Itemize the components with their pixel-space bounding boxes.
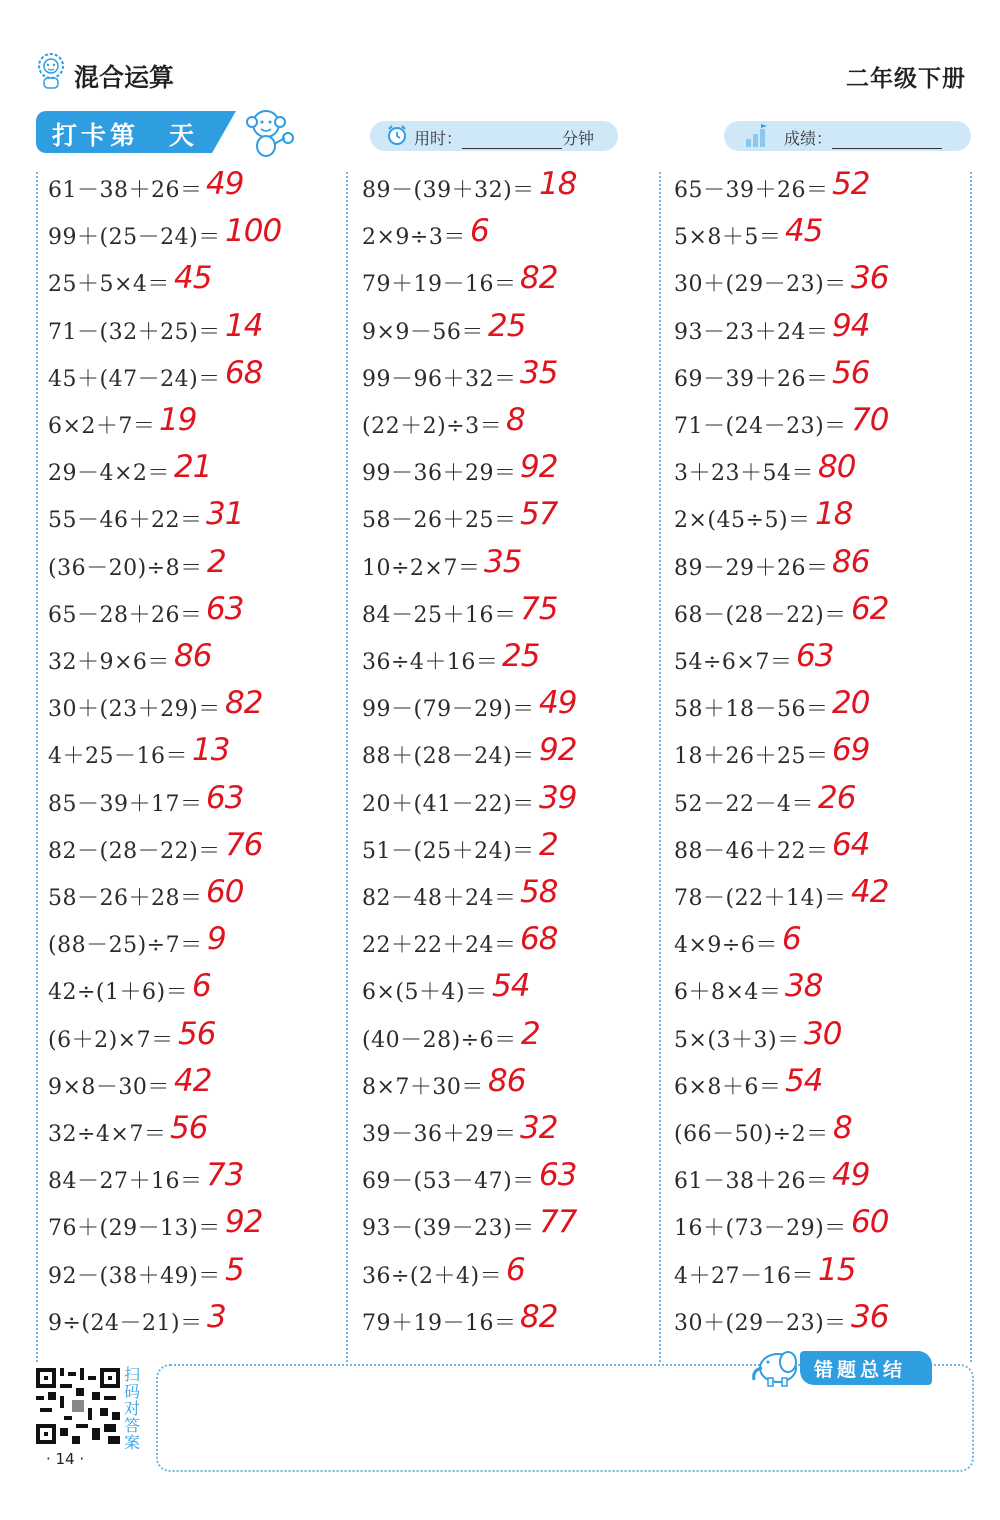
handwritten-answer: 82: [520, 260, 558, 297]
exercise-expression: 58－26＋28＝: [48, 886, 203, 911]
exercise-expression: 85－39＋17＝: [48, 791, 203, 817]
exercise-expression: (66－50)÷2＝: [674, 1122, 829, 1147]
exercise-expression: 22＋22＋24＝: [362, 933, 517, 959]
exercise-expression: 42÷(1＋6)＝: [48, 980, 189, 1006]
handwritten-answer: 73: [206, 1157, 244, 1194]
handwritten-answer: 62: [851, 590, 889, 627]
lion-mascot-icon: [34, 52, 68, 90]
score-label: 成绩：: [784, 129, 833, 148]
exercise-expression: 79＋19－16＝: [362, 1310, 517, 1336]
handwritten-answer: 76: [225, 826, 263, 863]
exercise-expression: 30＋(23＋29)＝: [48, 697, 221, 723]
exercise-expression: 36÷4＋16＝: [362, 650, 499, 675]
time-field[interactable]: [414, 126, 594, 149]
exercise-expression: 9÷(24－21)＝: [48, 1310, 203, 1336]
exercise-expression: 8×7＋30＝: [362, 1074, 484, 1100]
handwritten-answer: 100: [225, 213, 282, 250]
handwritten-answer: 92: [520, 449, 558, 486]
handwritten-answer: 86: [488, 1062, 526, 1099]
exercise-expression: 6×(5＋4)＝: [362, 980, 488, 1006]
exercise-expression: 32＋9×6＝: [48, 650, 170, 675]
exercise-expression: 32÷4×7＝: [48, 1122, 167, 1147]
exercise-expression: 45＋(47－24)＝: [48, 366, 221, 392]
exercise-expression: 5×8＋5＝: [674, 225, 782, 251]
handwritten-answer: 92: [225, 1204, 263, 1241]
exercise-expression: 2×9÷3＝: [362, 225, 466, 251]
handwritten-answer: 68: [225, 354, 263, 391]
handwritten-answer: 58: [520, 874, 558, 910]
exercise-expression: 65－28＋26＝: [48, 602, 203, 628]
monkey-mascot-icon: [238, 104, 298, 160]
clock-icon: [386, 124, 408, 146]
handwritten-answer: 49: [539, 685, 577, 722]
column-divider: [36, 172, 38, 1362]
exercise-expression: 58－26＋25＝: [362, 508, 517, 534]
handwritten-answer: 32: [520, 1110, 558, 1146]
handwritten-answer: 60: [206, 874, 244, 910]
exercise-expression: 5×(3＋3)＝: [674, 1027, 800, 1053]
exercise-expression: 78－(22＋14)＝: [674, 886, 847, 911]
exercise-expression: 92－(38＋49)＝: [48, 1263, 221, 1289]
handwritten-answer: 5: [225, 1251, 244, 1288]
grade-label: 二年级下册: [846, 66, 966, 92]
column-divider: [659, 172, 661, 1362]
exercise-expression: 39－36＋29＝: [362, 1122, 517, 1147]
handwritten-answer: 56: [832, 354, 870, 391]
score-field[interactable]: [784, 126, 942, 149]
handwritten-answer: 86: [832, 543, 870, 580]
handwritten-answer: 45: [174, 260, 212, 297]
handwritten-answer: 60: [851, 1204, 889, 1241]
exercise-expression: 71－(32＋25)＝: [48, 319, 221, 345]
handwritten-answer: 38: [785, 968, 823, 1005]
exercise-expression: 4＋25－16＝: [48, 744, 188, 770]
score-bars-icon: [744, 123, 770, 149]
exercise-expression: 4＋27－16＝: [674, 1263, 814, 1289]
column-divider: [346, 172, 348, 1362]
handwritten-answer: 45: [785, 213, 823, 250]
handwritten-answer: 82: [520, 1298, 558, 1335]
handwritten-answer: 25: [488, 307, 526, 344]
exercise-expression: 55－46＋22＝: [48, 508, 203, 534]
exercise-expression: (88－25)÷7＝: [48, 933, 203, 959]
handwritten-answer: 3: [207, 1298, 226, 1335]
exercise-expression: 20＋(41－22)＝: [362, 791, 535, 817]
summary-label: 错题总结: [814, 1359, 907, 1381]
handwritten-answer: 26: [818, 779, 856, 816]
handwritten-answer: 30: [804, 1015, 842, 1052]
exercise-expression: 71－(24－23)＝: [674, 414, 847, 439]
handwritten-answer: 49: [206, 166, 244, 202]
handwritten-answer: 56: [170, 1110, 208, 1146]
handwritten-answer: 63: [796, 638, 834, 674]
handwritten-answer: 31: [206, 496, 244, 533]
handwritten-answer: 2: [539, 826, 558, 863]
exercise-expression: 79＋19－16＝: [362, 272, 517, 298]
handwritten-answer: 6: [782, 921, 801, 958]
exercise-expression: 88＋(28－24)＝: [362, 744, 535, 770]
exercise-expression: (40－28)÷6＝: [362, 1027, 517, 1053]
handwritten-answer: 75: [520, 590, 558, 627]
exercise-expression: 76＋(29－13)＝: [48, 1216, 221, 1242]
exercise-expression: 6×8＋6＝: [674, 1074, 782, 1100]
exercise-expression: 69－39＋26＝: [674, 366, 829, 392]
checkin-label: [52, 116, 198, 152]
exercise-expression: 51－(25＋24)＝: [362, 838, 535, 864]
handwritten-answer: 56: [178, 1015, 216, 1052]
handwritten-answer: 25: [502, 638, 540, 674]
qr-code-icon[interactable]: [36, 1368, 120, 1444]
handwritten-answer: 8: [833, 1110, 852, 1146]
page-header: [0, 0, 1000, 110]
handwritten-answer: 86: [174, 638, 212, 674]
handwritten-answer: 42: [851, 874, 889, 910]
exercise-expression: 89－(39＋32)＝: [362, 178, 535, 203]
handwritten-answer: 13: [192, 732, 230, 769]
exercise-expression: 88－46＋22＝: [674, 838, 829, 864]
exercise-expression: 25＋5×4＝: [48, 272, 170, 298]
checkin-suffix: 天: [169, 121, 199, 150]
handwritten-answer: 63: [206, 590, 244, 627]
elephant-mascot-icon: [748, 1344, 804, 1388]
handwritten-answer: 63: [206, 779, 244, 816]
handwritten-answer: 6: [470, 213, 489, 250]
handwritten-answer: 54: [492, 968, 530, 1005]
exercise-expression: 99＋(25－24)＝: [48, 225, 221, 251]
exercise-expression: 54÷6×7＝: [674, 650, 793, 675]
scan-answer-text: 扫码对答案: [124, 1365, 141, 1452]
handwritten-answer: 69: [832, 732, 870, 769]
handwritten-answer: 14: [225, 307, 263, 344]
exercise-expression: 29－4×2＝: [48, 461, 170, 487]
exercise-expression: 84－27＋16＝: [48, 1169, 203, 1195]
exercise-expression: 9×8－30＝: [48, 1074, 170, 1100]
exercise-expression: 99－36＋29＝: [362, 461, 517, 487]
handwritten-answer: 94: [832, 307, 870, 344]
column-divider: [970, 172, 972, 1362]
exercise-expression: 18＋26＋25＝: [674, 744, 829, 770]
exercise-expression: 65－39＋26＝: [674, 178, 829, 203]
exercise-column-1: [48, 165, 338, 1360]
exercise-column-3: [674, 165, 964, 1360]
handwritten-answer: 52: [832, 166, 870, 202]
exercise-expression: 82－(28－22)＝: [48, 838, 221, 864]
exercise-expression: 10÷2×7＝: [362, 555, 481, 581]
exercise-expression: 61－38＋26＝: [674, 1169, 829, 1195]
book-title: 混合运算: [74, 63, 175, 92]
handwritten-answer: 18: [539, 166, 577, 202]
handwritten-answer: 39: [539, 779, 577, 816]
handwritten-answer: 21: [174, 449, 212, 486]
exercise-expression: 36÷(2＋4)＝: [362, 1263, 503, 1289]
handwritten-answer: 15: [818, 1251, 856, 1288]
exercise-expression: 6×2＋7＝: [48, 414, 156, 439]
checkin-prefix: 打卡第: [52, 121, 140, 150]
exercise-expression: 4×9÷6＝: [674, 933, 778, 959]
exercise-expression: 93－(39－23)＝: [362, 1216, 535, 1242]
exercise-column-2: [362, 165, 652, 1360]
handwritten-answer: 82: [225, 685, 263, 722]
exercise-expression: 2×(45÷5)＝: [674, 508, 811, 534]
handwritten-answer: 8: [506, 402, 525, 438]
exercise-expression: 58＋18－56＝: [674, 697, 829, 723]
time-unit: 分钟: [562, 129, 595, 148]
exercise-expression: 52－22－4＝: [674, 791, 814, 817]
handwritten-answer: 35: [520, 354, 558, 391]
exercise-expression: 69－(53－47)＝: [362, 1169, 535, 1195]
handwritten-answer: 36: [851, 1298, 889, 1335]
handwritten-answer: 36: [851, 260, 889, 297]
exercise-expression: 99－96＋32＝: [362, 366, 517, 392]
handwritten-answer: 19: [159, 402, 197, 438]
handwritten-answer: 54: [785, 1062, 823, 1099]
exercise-expression: (36－20)÷8＝: [48, 555, 203, 581]
exercise-expression: 84－25＋16＝: [362, 602, 517, 628]
handwritten-answer: 6: [192, 968, 211, 1005]
handwritten-answer: 20: [832, 685, 870, 722]
handwritten-answer: 2: [207, 543, 226, 580]
exercise-expression: 16＋(73－29)＝: [674, 1216, 847, 1242]
exercise-expression: 61－38＋26＝: [48, 178, 203, 203]
handwritten-answer: 6: [506, 1251, 525, 1288]
handwritten-answer: 77: [539, 1204, 577, 1241]
time-label: 用时：: [414, 129, 463, 148]
handwritten-answer: 70: [851, 402, 889, 438]
exercise-expression: 3＋23＋54＝: [674, 461, 814, 487]
exercise-expression: (6＋2)×7＝: [48, 1027, 174, 1053]
handwritten-answer: 63: [539, 1157, 577, 1194]
exercise-expression: 99－(79－29)＝: [362, 697, 535, 723]
handwritten-answer: 68: [520, 921, 558, 958]
handwritten-answer: 35: [484, 543, 522, 580]
handwritten-answer: 2: [521, 1015, 540, 1052]
page-number: · 14 ·: [46, 1450, 85, 1468]
handwritten-answer: 92: [539, 732, 577, 769]
handwritten-answer: 42: [174, 1062, 212, 1099]
exercise-expression: 30＋(29－23)＝: [674, 1310, 847, 1336]
exercise-expression: 6＋8×4＝: [674, 980, 782, 1006]
handwritten-answer: 64: [832, 826, 870, 863]
handwritten-answer: 9: [207, 921, 226, 958]
exercise-expression: 68－(28－22)＝: [674, 602, 847, 628]
exercise-expression: 89－29＋26＝: [674, 555, 829, 581]
exercise-expression: 30＋(29－23)＝: [674, 272, 847, 298]
handwritten-answer: 80: [818, 449, 856, 486]
exercise-expression: (22＋2)÷3＝: [362, 414, 503, 439]
handwritten-answer: 57: [520, 496, 558, 533]
handwritten-answer: 49: [832, 1157, 870, 1194]
exercise-expression: 82－48＋24＝: [362, 886, 517, 911]
handwritten-answer: 18: [815, 496, 853, 533]
exercise-expression: 9×9－56＝: [362, 319, 484, 345]
exercise-expression: 93－23＋24＝: [674, 319, 829, 345]
